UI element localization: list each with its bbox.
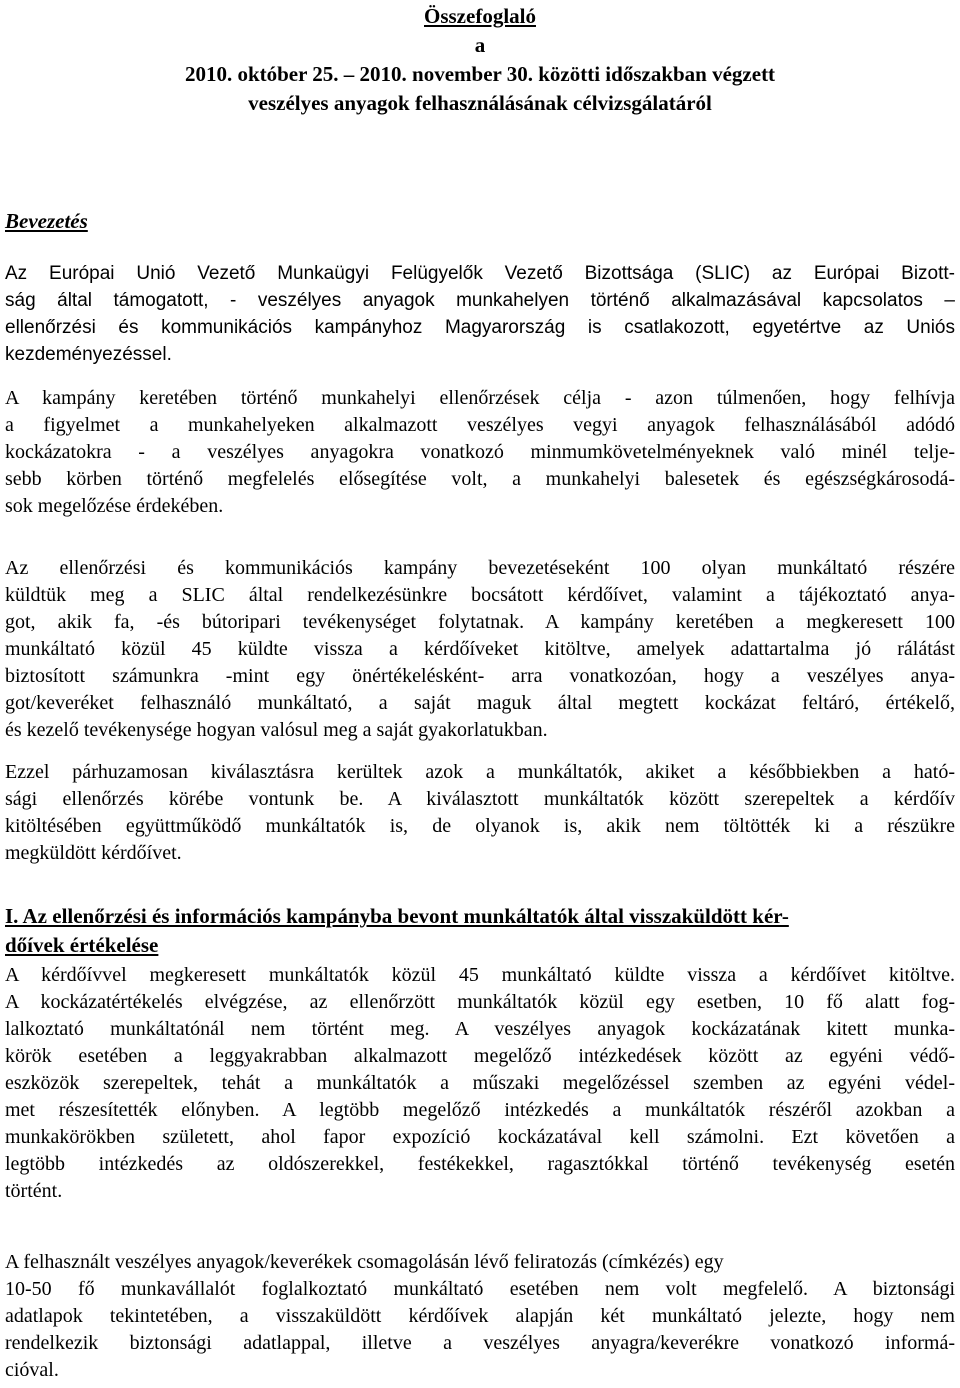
text-line: történt. [5, 1180, 63, 1202]
title-line-subject: veszélyes anyagok felhasználásának célvizsgálatáról [248, 91, 712, 115]
text-line: Az Európai Unió Vezető Munkaügyi Felügyelők Vezető Bizottsága (SLIC) az Európai Bizott- [5, 263, 955, 284]
text-line: A felhasznált veszélyes anyagok/keverékek csomagolásán lévő feliratozás (címkézés) egy [5, 1251, 724, 1273]
text-line: sok megelőzése érdekében. [5, 495, 224, 517]
text-line: adatlapok tekintetében, a visszaküldött kérdőívek alapján két munkáltató jelezte, hogy nem [5, 1305, 955, 1327]
text-line: munkakörökben született, ahol fapor expozíció kockázatával kell számolni. Ezt követően a [5, 1126, 955, 1148]
text-line: cióval. [5, 1359, 59, 1381]
text-line: munkáltató közül 45 küldte vissza a kérdőíveket kitöltve, amelyek adattartalma jó rálátást [5, 638, 955, 660]
text-line: és kezelő tevékenysége hogyan valósul meg a saját gyakorlatukban. [5, 719, 548, 741]
title-line-article: a [474, 33, 486, 57]
text-line: a figyelmet a munkahelyeken alkalmazott veszélyes vegyi anyagok felhasználásából adódó [5, 414, 955, 436]
text-line: kitöltésében együttműködő munkáltatók is, de olyanok is, akik nem töltötték ki a részükre [5, 815, 955, 837]
text-line: kezdeményezéssel. [5, 344, 172, 365]
text-line: küldtük meg a SLIC által rendelkezésünkre bocsátott kérdőívet, valamint a tájékoztató anya- [5, 584, 955, 606]
text-line: ellenőrzési és kommunikációs kampányhoz Magyarország is csatlakozott, egyetértve az Uniós [5, 317, 955, 338]
evaluation-paragraph [5, 962, 955, 1205]
text-line: sági ellenőrzés körébe vontunk be. A kiválasztott munkáltatók között szerepeltek a kérdőív [5, 788, 955, 810]
text-line: rendelkezik biztonsági adatlappal, illetve a veszélyes anyagra/keverékre vonatkozó informá- [5, 1332, 955, 1354]
text-line: A kampány keretében történő munkahelyi ellenőrzések célja - azon túlmenően, hogy felhívja [5, 387, 955, 409]
text-line: A kérdőívvel megkeresett munkáltatók közül 45 munkáltató küldte vissza a kérdőívet kitöltve. [5, 964, 955, 986]
intro-heading: Bevezetés [5, 209, 88, 233]
text-line: kockázatokra - a veszélyes anyagokra vonatkozó minmumkövetelményeknek való minél telje- [5, 441, 955, 463]
labelling-paragraph [5, 1249, 955, 1384]
text-line: Az ellenőrzési és kommunikációs kampány bevezetéseként 100 olyan munkáltató részére [5, 557, 955, 579]
campaign-goal-paragraph [5, 385, 955, 520]
text-line: A kockázatértékelés elvégzése, az ellenőrzött munkáltatók közül egy esetben, 10 fő alatt fog- [5, 991, 955, 1013]
text-line: legtöbb intézkedés az oldószerekkel, festékekkel, ragasztókkal történő tevékenység esetén [5, 1153, 955, 1175]
text-line: 10-50 fő munkavállalót foglalkoztató munkáltató esetében nem volt megfelelő. A biztonsági [5, 1278, 955, 1300]
text-line: biztosított számunkra -mint egy önértékelésként- arra vonatkozóan, hogy a veszélyes anya- [5, 665, 955, 687]
title-line-date-range: 2010. október 25. – 2010. november 30. közötti időszakban végzett [184, 62, 776, 86]
questionnaire-paragraph [5, 555, 955, 744]
document-title [0, 2, 960, 118]
text-line: ság által támogatott, - veszélyes anyagok munkahelyen történő alkalmazásával kapcsolatos – [5, 290, 955, 311]
text-line: met részesítették előnyben. A legtöbb megelőző intézkedés a munkáltatók részéről azokban a [5, 1099, 955, 1121]
text-line: körök esetében a leggyakrabban alkalmazott megelőző intézkedések között az egyéni védő- [5, 1045, 955, 1067]
text-line: eszközök szerepeltek, tehát a munkáltatók a műszaki megelőzéssel szemben az egyéni védel- [5, 1072, 955, 1094]
text-line: lalkoztató munkáltatónál nem történt meg. A veszélyes anyagok kockázatának kitett munka- [5, 1018, 955, 1040]
text-line: got/keveréket felhasználó munkáltató, a saját maguk által megtett kockázat feltáró, értékelő, [5, 692, 955, 714]
text-line: got, akik fa, -és bútoripari tevékenységet folytatnak. A kampány keretében a megkeresett 100 [5, 611, 955, 633]
section-1-heading [5, 902, 955, 960]
text-line: Ezzel párhuzamosan kiválasztásra kerültek azok a munkáltatók, akiket a későbbiekben a ható- [5, 761, 955, 783]
text-line: megküldött kérdőívet. [5, 842, 182, 864]
intro-paragraph [5, 260, 955, 368]
text-line: sebb körben történő megfelelés elősegítése volt, a munkahelyi balesetek és egészségkárosodá- [5, 468, 955, 490]
section-1-heading-line: I. Az ellenőrzési és információs kampányba bevont munkáltatók által visszaküldött kér- [5, 904, 789, 928]
section-1-heading-line: dőívek értékelése [5, 933, 159, 957]
title-line-summary: Összefoglaló [424, 4, 536, 28]
selection-paragraph [5, 759, 955, 867]
